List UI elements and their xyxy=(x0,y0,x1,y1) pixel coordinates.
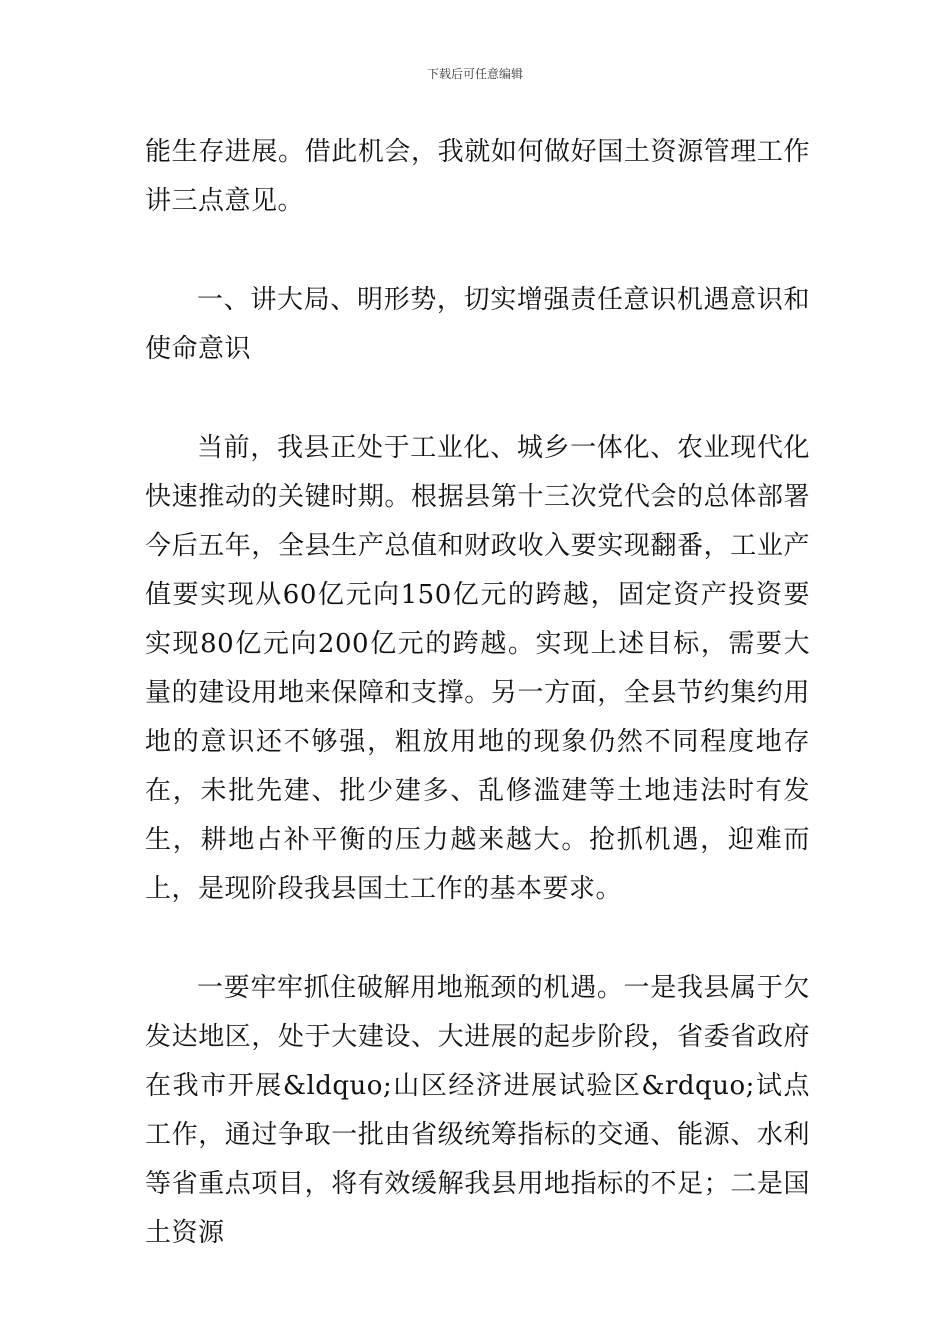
page-header-note: 下载后可任意编辑 xyxy=(426,67,523,81)
document-body xyxy=(145,128,810,1258)
paragraph-opportunity: 一要牢牢抓住破解用地瓶颈的机遇。一是我县属于欠发达地区，处于大建设、大进展的起步阶段，省委省政府在我市开展&ldquo;山区经济进展试验区&rdquo;试点工作，通过争取一批由省级统筹指标的交通、能源、水利等省重点项目，将有效缓解我县用地指标的不足；二是国土资源 xyxy=(145,973,810,1248)
paragraph-continuation: 能生存进展。借此机会，我就如何做好国土资源管理工作讲三点意见。 xyxy=(145,137,810,216)
paragraph-current-situation: 当前，我县正处于工业化、城乡一体化、农业现代化快速推动的关键时期。根据县第十三次党代会的总体部署今后五年，全县生产总值和财政收入要实现翻番，工业产值要实现从60亿元向150亿元的跨越，固定资产投资要实现80亿元向200亿元的跨越。实现上述目标，需要大量的建设用地来保障和支撑。另一方面，全县节约集约用地的意识还不够强，粗放用地的现象仍然不同程度地存在，未批先建、批少建多、乱修滥建等土地违法时有发生，耕地占补平衡的压力越来越大。抢抓机遇，迎难而上，是现阶段我县国土工作的基本要求。 xyxy=(145,433,810,904)
section-heading: 一、讲大局、明形势，切实增强责任意识机遇意识和使命意识 xyxy=(145,285,810,364)
